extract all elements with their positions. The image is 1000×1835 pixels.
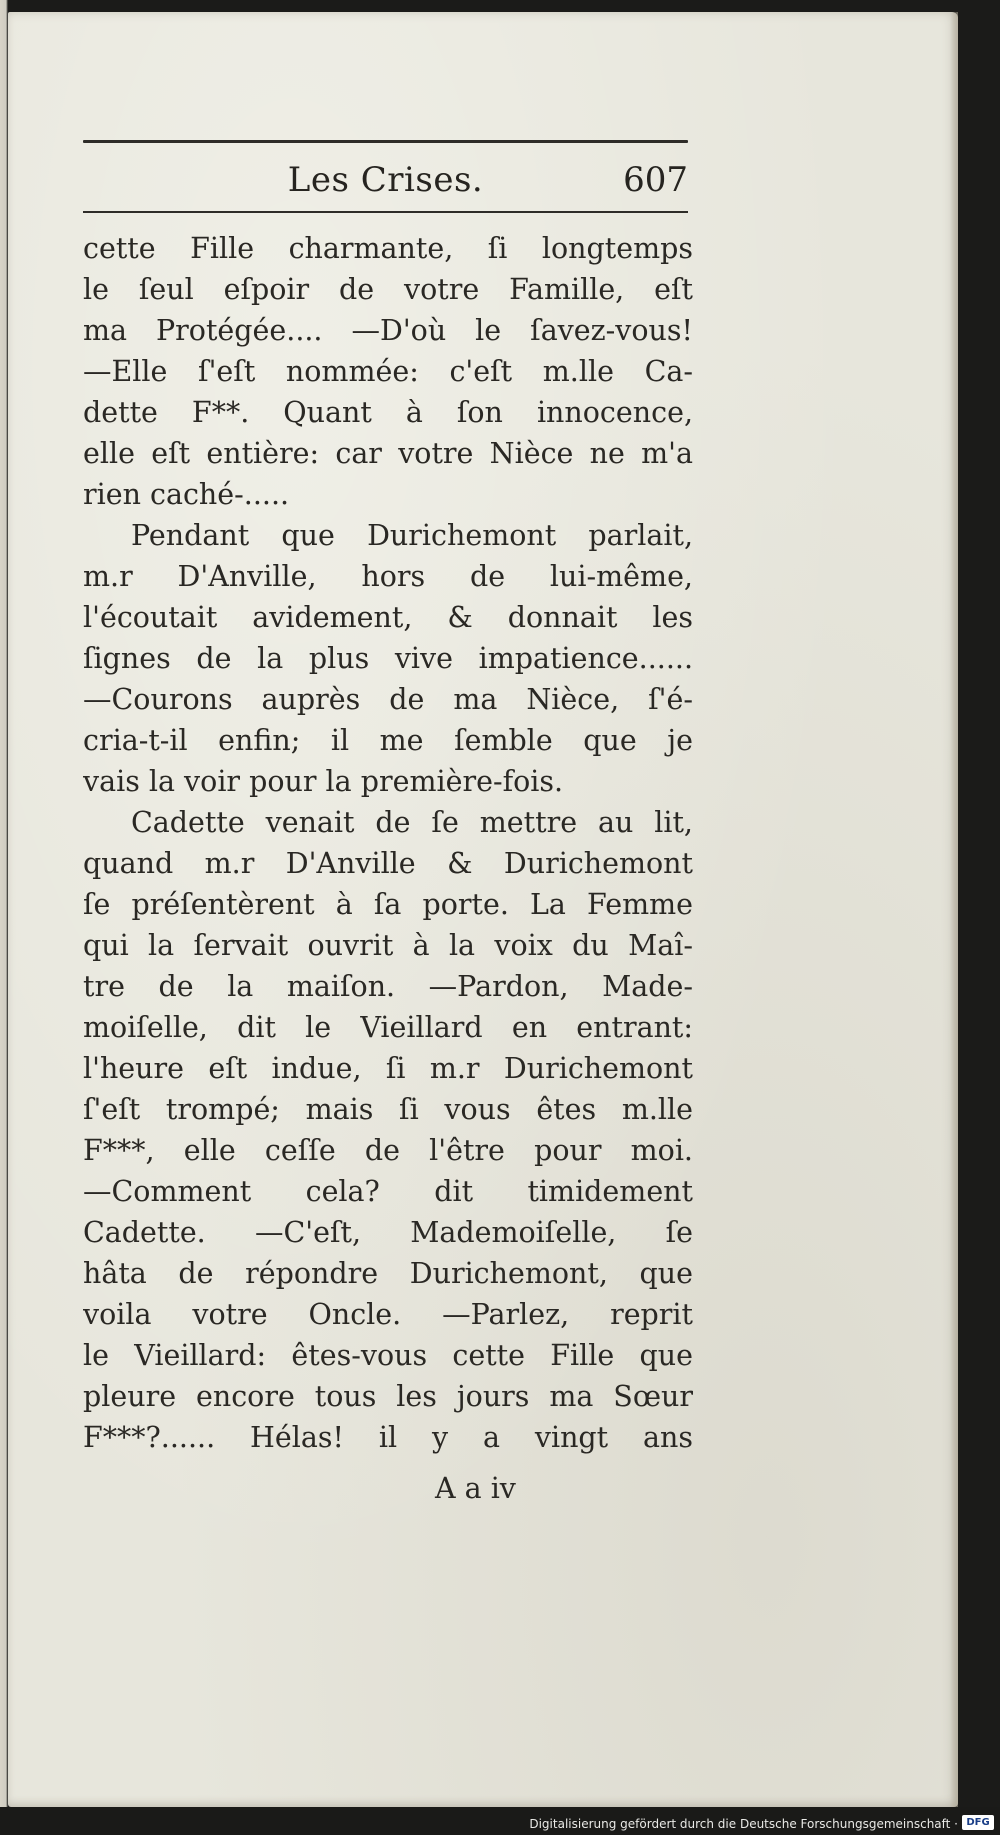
text-line: tre de la maiſon. —Pardon, Made- xyxy=(83,970,693,1003)
text-line: —Comment cela? dit timidement xyxy=(83,1175,693,1208)
text-line: vais la voir pour la première-fois. xyxy=(83,765,564,798)
text-line: l'heure eſt indue, ſi m.r Durichemont xyxy=(83,1052,693,1085)
text-line: —Elle ſ'eſt nommée: c'eſt m.lle Ca- xyxy=(83,355,693,388)
footer-bar xyxy=(0,1807,1000,1835)
text-line: m.r D'Anville, hors de lui-même, xyxy=(83,560,693,593)
text-line: F***, elle ceſſe de l'être pour moi. xyxy=(83,1134,693,1167)
running-header xyxy=(83,160,688,210)
text-line: Cadette. —C'eſt, Mademoiſelle, ſe xyxy=(83,1216,693,1249)
text-line: qui la ſervait ouvrit à la voix du Maî- xyxy=(83,929,693,962)
text-line: hâta de répondre Durichemont, que xyxy=(83,1257,693,1290)
text-line: le ſeul eſpoir de votre Famille, eſt xyxy=(83,273,693,306)
text-line: ma Protégée.... —D'où le ſavez-vous! xyxy=(83,314,693,347)
text-line: le Vieillard: êtes-vous cette Fille que xyxy=(83,1339,693,1372)
signature-mark: A a iv xyxy=(435,1472,516,1505)
text-line: cette Fille charmante, ſi longtemps xyxy=(83,232,693,265)
paragraph-start: Cadette venait de ſe mettre au lit, xyxy=(131,806,693,839)
text-line: rien caché-..... xyxy=(83,478,290,511)
text-line: ſ'eſt trompé; mais ſi vous êtes m.lle xyxy=(83,1093,693,1126)
text-line: cria-t-il enfin; il me ſemble que je xyxy=(83,724,693,757)
text-line: l'écoutait avidement, & donnait les xyxy=(83,601,693,634)
funding-credit: Digitalisierung gefördert durch die Deutsche Forschungsgemeinschaft · xyxy=(529,1817,958,1831)
running-title: Les Crises. xyxy=(287,160,484,200)
page-edge-shadow xyxy=(950,12,958,1807)
paragraph-start: Pendant que Durichemont parlait, xyxy=(131,519,693,552)
page-number: 607 xyxy=(623,160,688,200)
text-line: voila votre Oncle. —Parlez, reprit xyxy=(83,1298,693,1331)
body-text xyxy=(83,228,693,1458)
text-line: elle eſt entière: car votre Nièce ne m'a xyxy=(83,437,693,470)
text-line: pleure encore tous les jours ma Sœur xyxy=(83,1380,693,1413)
header-rule-top xyxy=(83,140,688,143)
header-rule-bottom xyxy=(83,211,688,213)
text-line: —Courons auprès de ma Nièce, ſ'é- xyxy=(83,683,693,716)
dfg-logo-icon: DFG xyxy=(962,1815,994,1830)
text-line: ſignes de la plus vive impatience...... xyxy=(83,642,693,675)
text-line: ſe préſentèrent à ſa porte. La Femme xyxy=(83,888,693,921)
text-line: F***?...... Hélas! il y a vingt ans xyxy=(83,1421,693,1454)
text-line: quand m.r D'Anville & Durichemont xyxy=(83,847,693,880)
text-line: dette F**. Quant à ſon innocence, xyxy=(83,396,693,429)
text-line: moiſelle, dit le Vieillard en entrant: xyxy=(83,1011,693,1044)
